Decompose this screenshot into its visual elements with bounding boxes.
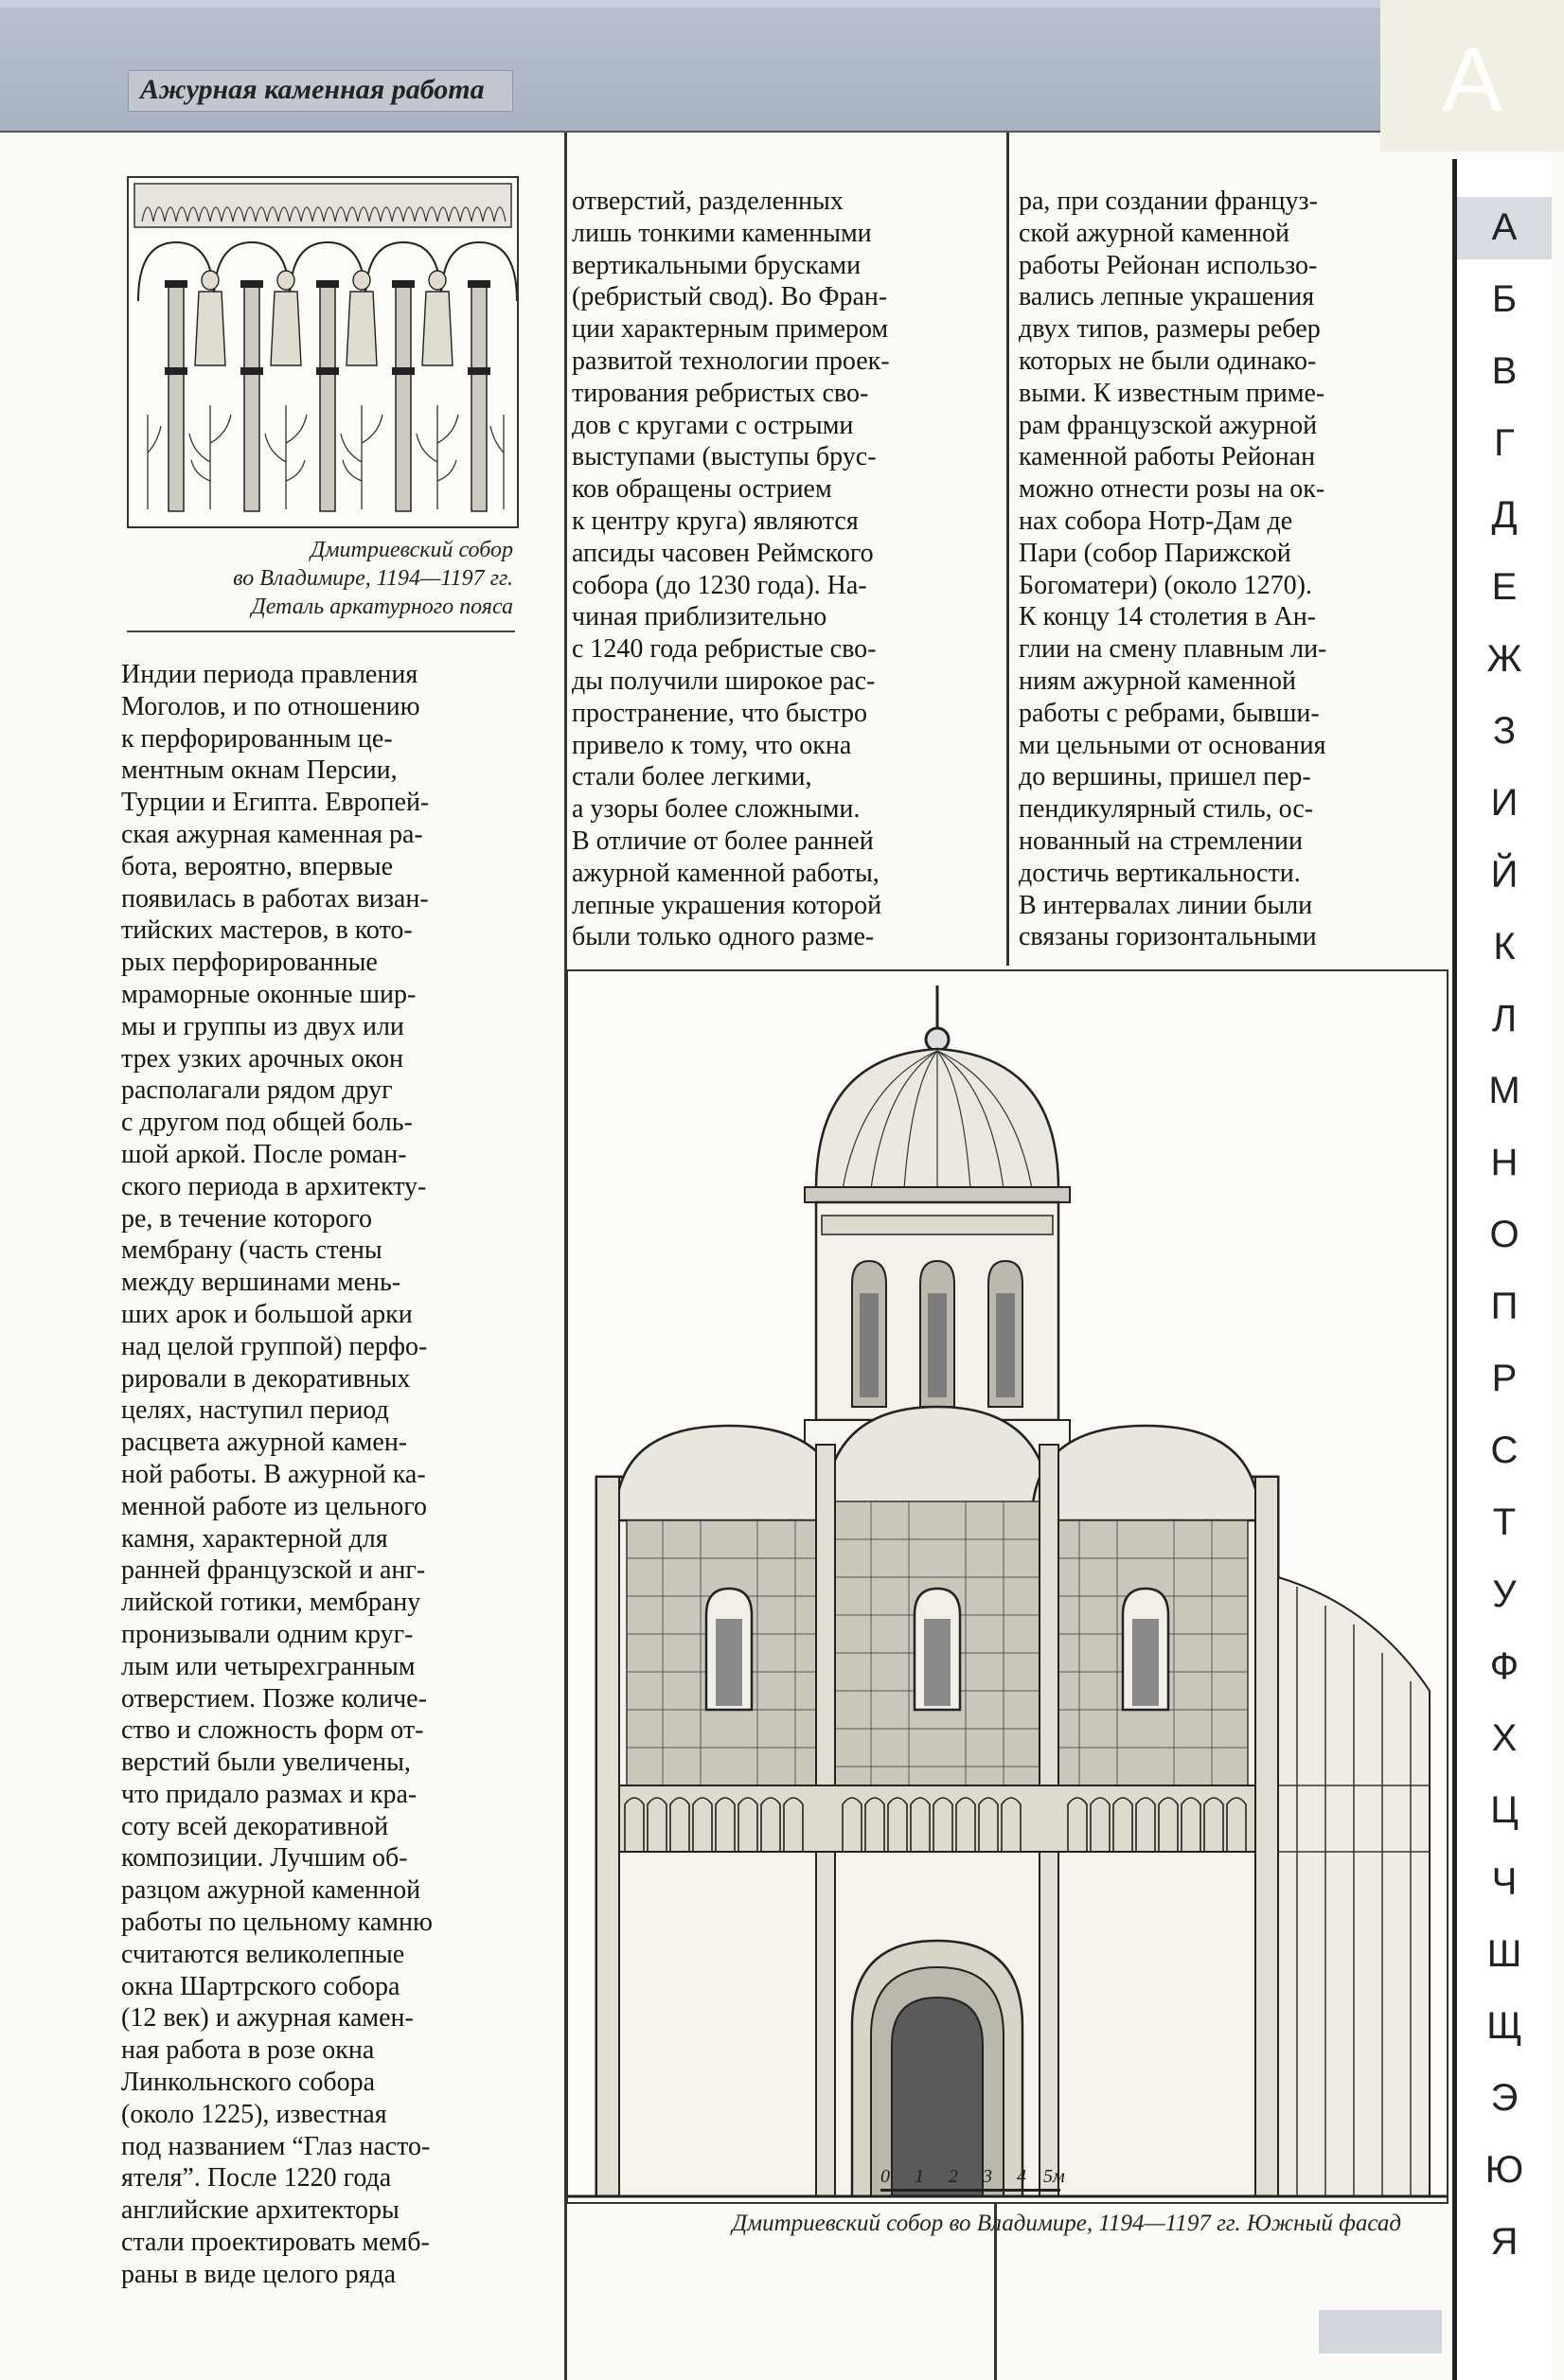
caption-rule <box>127 631 515 632</box>
text-line: верстий были увеличены, <box>121 1748 411 1778</box>
text-line: глии на смену плавным ли- <box>1019 634 1327 665</box>
alphabet-letter-4[interactable]: Г <box>1494 422 1515 464</box>
text-line: считаются великолепные <box>121 1939 405 1969</box>
alphabet-letter-9[interactable]: И <box>1490 782 1519 824</box>
text-line: ции характерным примером <box>572 314 889 345</box>
alphabet-letter-28[interactable]: Ю <box>1484 2149 1524 2191</box>
scale-label: 5м <box>1043 2166 1065 2187</box>
text-line: Линкольнского собора <box>121 2068 375 2098</box>
text-line: достичь вертикальности. <box>1019 858 1301 888</box>
section-title-box <box>128 70 513 112</box>
text-line: Пари (собор Парижской <box>1019 538 1291 568</box>
text-line: В отличие от более ранней <box>572 826 874 856</box>
text-line: работы по цельному камню <box>121 1908 433 1938</box>
text-line: рых перфорированные <box>121 948 378 978</box>
text-line: ших арок и большой арки <box>121 1299 413 1329</box>
text-line: над целой группой) перфо- <box>121 1331 428 1361</box>
text-line: располагали рядом друг <box>121 1075 393 1106</box>
text-line: мраморные оконные шир- <box>121 979 417 1009</box>
text-line: можно отнести розы на ок- <box>1019 474 1325 505</box>
alphabet-letter-27[interactable]: Э <box>1490 2077 1519 2119</box>
text-line: работы с ребрами, бывши- <box>1019 698 1320 728</box>
south-facade-figure <box>566 969 1448 2204</box>
alphabet-letter-7[interactable]: Ж <box>1486 638 1522 680</box>
alphabet-letter-5[interactable]: Д <box>1491 494 1518 536</box>
text-line: ды получили широкое рас- <box>572 666 876 696</box>
text-line: к перфорированным це- <box>121 723 393 754</box>
text-line: привело к тому, что окна <box>572 730 852 760</box>
text-line: а узоры более сложными. <box>572 794 861 825</box>
text-line: появилась в работах визан- <box>121 883 429 914</box>
text-line: соту всей декоративной <box>121 1811 389 1841</box>
text-line: тирования ребристых сво- <box>572 378 869 408</box>
alphabet-letter-13[interactable]: М <box>1488 1070 1520 1111</box>
scale-label: 2 <box>949 2166 958 2187</box>
text-line: дов с кругами с острыми <box>572 410 854 440</box>
text-line: ментным окнам Персии, <box>121 755 398 786</box>
text-line: менной работе из цельного <box>121 1491 428 1521</box>
alphabet-letter-1[interactable]: А <box>1491 206 1518 248</box>
text-line: тийских мастеров, в кото- <box>121 915 413 946</box>
text-line: отверстием. Позже количе- <box>121 1683 427 1714</box>
column-2-text <box>572 186 998 953</box>
alphabet-index <box>1452 159 1552 2380</box>
letter-tab <box>1380 0 1564 151</box>
text-line: расцвета ажурной камен- <box>121 1428 408 1458</box>
text-line: пендикулярный стиль, ос- <box>1019 794 1314 825</box>
caption-line: Дмитриевский собор <box>310 538 513 562</box>
text-line: пронизывали одним круг- <box>121 1619 414 1649</box>
alphabet-letter-26[interactable]: Щ <box>1486 2005 1522 2047</box>
south-facade-caption: Дмитриевский собор во Владимире, 1194—1197 гг. Южный фасад <box>732 2211 1401 2236</box>
text-line: Турции и Египта. Европей- <box>121 788 430 818</box>
text-line: ской ажурной каменной <box>1019 218 1290 248</box>
text-line: (ребристый свод). Во Фран- <box>572 282 888 312</box>
text-line: В интервалах линии были <box>1019 890 1313 920</box>
scale-label: 0 <box>880 2166 890 2187</box>
alphabet-letter-23[interactable]: Ц <box>1490 1789 1519 1831</box>
caption-line: Деталь аркатурного пояса <box>251 595 513 619</box>
text-line: целях, наступил период <box>121 1395 389 1426</box>
alphabet-letter-16[interactable]: П <box>1490 1286 1519 1327</box>
text-line: между вершинами мень- <box>121 1268 401 1298</box>
south-facade-drawing <box>568 971 1447 2202</box>
text-line: трех узких арочных окон <box>121 1043 404 1074</box>
alphabet-letter-3[interactable]: В <box>1491 350 1518 392</box>
text-line: раны в виде целого ряда <box>121 2259 397 2289</box>
text-line: пространение, что быстро <box>572 698 867 728</box>
column-3-text <box>1019 186 1449 953</box>
section-title: Ажурная каменная работа <box>140 74 485 105</box>
column-rule-2 <box>1006 133 1009 966</box>
column-1-text <box>121 659 538 2291</box>
alphabet-letter-6[interactable]: Е <box>1491 566 1518 608</box>
text-line: нованный на стремлении <box>1019 826 1303 856</box>
text-line: рам французской ажурной <box>1019 410 1318 440</box>
alphabet-letter-20[interactable]: У <box>1492 1573 1517 1615</box>
text-line: ского периода в архитекту- <box>121 1171 427 1201</box>
header-rule <box>0 131 1458 133</box>
alphabet-letter-10[interactable]: Й <box>1490 854 1519 896</box>
text-line: Моголов, и по отношению <box>121 691 420 721</box>
text-line: ная работа в розе окна <box>121 2035 375 2066</box>
scale-bar <box>880 2166 1070 2200</box>
text-line: рировали в декоративных <box>121 1363 411 1394</box>
text-line: каменной работы Рейонан <box>1019 442 1316 472</box>
alphabet-letter-29[interactable]: Я <box>1490 2221 1519 2263</box>
text-line: собора (до 1230 года). На- <box>572 570 867 600</box>
letter-tab-glyph: А <box>1441 29 1503 131</box>
text-line: вались лепные украшения <box>1019 282 1315 312</box>
arcade-frieze-drawing <box>129 178 517 526</box>
text-line: английские архитекторы <box>121 2195 400 2226</box>
text-line: К концу 14 столетия в Ан- <box>1019 602 1317 632</box>
alphabet-letter-8[interactable]: З <box>1492 710 1517 752</box>
text-line: лепные украшения которой <box>572 890 882 920</box>
text-line: ре, в течение которого <box>121 1203 372 1234</box>
text-line: ажурной каменной работы, <box>572 858 880 888</box>
text-line: которых не были одинако- <box>1019 346 1317 376</box>
header-band <box>0 0 1564 133</box>
text-line: ятеля”. После 1220 года <box>121 2163 392 2194</box>
text-line: до вершины, пришел пер- <box>1019 762 1311 792</box>
text-line: выми. К известным приме- <box>1019 378 1325 408</box>
text-line: стали более легкими, <box>572 762 812 792</box>
text-line: мы и группы из двух или <box>121 1011 404 1041</box>
alphabet-letter-21[interactable]: Ф <box>1489 1645 1520 1687</box>
text-line: двух типов, размеры ребер <box>1019 314 1321 345</box>
scale-label: 4 <box>1017 2166 1026 2187</box>
text-line: бота, вероятно, впервые <box>121 851 394 881</box>
text-line: ранней французской и анг- <box>121 1555 426 1586</box>
text-line: ной работы. В ажурной ка- <box>121 1459 426 1489</box>
text-line: выступами (выступы брус- <box>572 442 877 472</box>
alphabet-letter-19[interactable]: Т <box>1492 1501 1517 1543</box>
text-line: работы Рейонан использо- <box>1019 250 1318 280</box>
alphabet-letter-14[interactable]: Н <box>1490 1142 1519 1183</box>
alphabet-letter-22[interactable]: Х <box>1491 1717 1518 1759</box>
text-line: камня, характерной для <box>121 1523 388 1554</box>
alphabet-letter-25[interactable]: Ш <box>1486 1933 1522 1975</box>
text-line: были только одного разме- <box>572 922 875 952</box>
arcade-frieze-figure <box>127 176 519 528</box>
text-line: лым или четырехгранным <box>121 1651 416 1681</box>
alphabet-letter-15[interactable]: О <box>1489 1214 1520 1255</box>
text-line: вертикальными брусками <box>572 250 862 280</box>
text-line: ниям ажурной каменной <box>1019 666 1297 696</box>
text-line: (12 век) и ажурная камен- <box>121 2003 414 2034</box>
text-line: стали проектировать мемб- <box>121 2228 430 2258</box>
page-footer-box <box>1319 2310 1442 2353</box>
alphabet-letter-24[interactable]: Ч <box>1491 1861 1518 1903</box>
text-line: нах собора Нотр-Дам де <box>1019 506 1293 536</box>
text-line: мембрану (часть стены <box>121 1235 382 1266</box>
text-line: ство и сложность форм от- <box>121 1715 424 1746</box>
text-line: отверстий, разделенных <box>572 186 844 216</box>
text-line: Индии периода правления <box>121 660 418 689</box>
caption-line: во Владимире, 1194—1197 гг. <box>233 566 513 591</box>
alphabet-letter-2[interactable]: Б <box>1491 278 1518 320</box>
text-line: с 1240 года ребристые сво- <box>572 634 877 665</box>
text-line: что придало размах и кра- <box>121 1779 418 1809</box>
text-line: с другом под общей боль- <box>121 1108 413 1138</box>
text-line: апсиды часовен Реймского <box>572 538 874 568</box>
text-line: окна Шартрского собора <box>121 1971 400 2001</box>
alphabet-letter-12[interactable]: Л <box>1491 998 1518 1039</box>
text-line: развитой технологии проек- <box>572 346 890 376</box>
arcade-frieze-caption <box>127 536 513 621</box>
text-line: чиная приблизительно <box>572 602 827 632</box>
alphabet-letter-11[interactable]: К <box>1493 926 1516 968</box>
text-line: композиции. Лучшим об- <box>121 1843 408 1874</box>
text-line: Богоматери) (около 1270). <box>1019 570 1312 600</box>
text-line: ков обращены острием <box>572 474 832 505</box>
text-line: лишь тонкими каменными <box>572 218 872 248</box>
text-line: ская ажурная каменная ра- <box>121 819 423 849</box>
scale-label: 3 <box>983 2166 992 2187</box>
text-line: к центру круга) являются <box>572 506 859 536</box>
text-line: ра, при создании француз- <box>1019 186 1318 216</box>
text-line: связаны горизонтальными <box>1019 922 1317 952</box>
text-line: лийской готики, мембрану <box>121 1588 421 1618</box>
header-topline <box>0 0 1564 8</box>
text-line: шой аркой. После роман- <box>121 1139 407 1169</box>
alphabet-letter-17[interactable]: Р <box>1491 1358 1518 1399</box>
alphabet-letter-18[interactable]: С <box>1490 1430 1519 1471</box>
scale-label: 1 <box>915 2166 924 2187</box>
text-line: разцом ажурной каменной <box>121 1875 421 1906</box>
text-line: (около 1225), известная <box>121 2099 387 2129</box>
text-line: под названием “Глаз насто- <box>121 2131 431 2161</box>
text-line: ми цельными от основания <box>1019 730 1326 760</box>
